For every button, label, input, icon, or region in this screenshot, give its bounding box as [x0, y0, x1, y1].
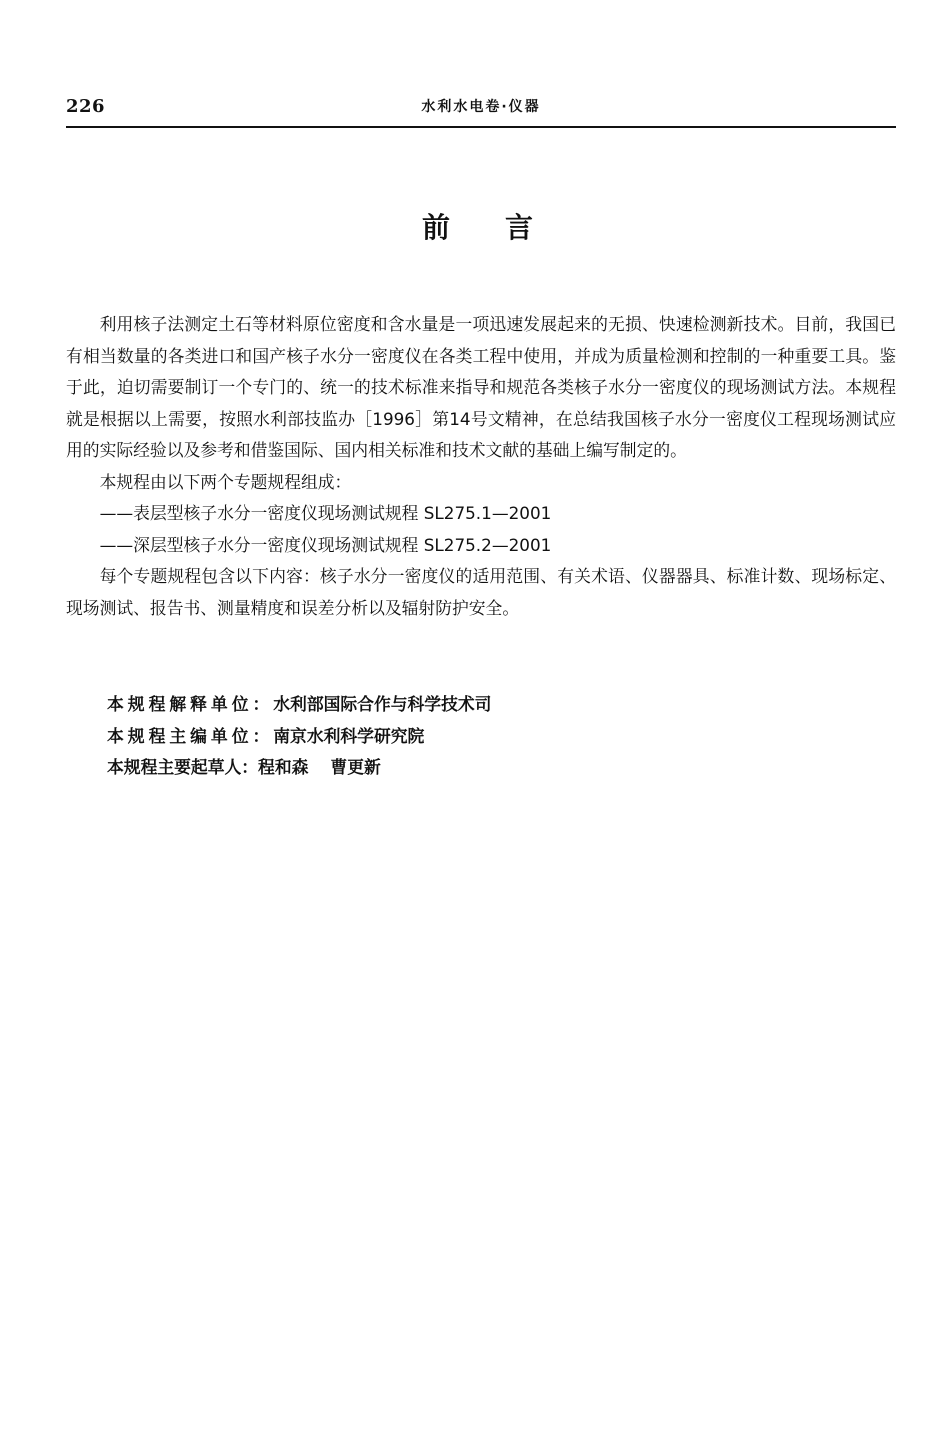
component-list-item: ——表层型核子水分一密度仪现场测试规程 SL275.1—2001 — [99, 503, 552, 523]
editor-unit-row — [107, 721, 887, 753]
interpreting-unit: 水利部国际合作与科学技术司 — [273, 694, 492, 714]
credits-block — [107, 689, 887, 784]
contents-paragraph: 每个专题规程包含以下内容：核子水分一密度仪的适用范围、有关术语、仪器器具、标准计数、现场标定、现场测试、报告书、测量精度和误差分析以及辐射防护安全。 — [66, 566, 896, 618]
section-title: 前言 — [421, 211, 588, 244]
editor-unit: 南京水利科学研究院 — [273, 725, 425, 746]
body-text — [66, 309, 896, 624]
interpreting-unit-label: 本规程解释单位： — [107, 694, 274, 714]
drafters-label: 本规程主要起草人： — [107, 757, 259, 777]
running-title: 水利水电卷·仪器 — [421, 99, 541, 115]
component-list-item: ——深层型核子水分一密度仪现场测试规程 SL275.2—2001 — [99, 534, 552, 555]
drafter-name: 曹更新 — [330, 757, 381, 777]
interpreting-unit-row — [107, 689, 887, 721]
page-number: 226 — [66, 96, 106, 117]
drafter-name: 程和森 — [258, 757, 309, 777]
composition-paragraph: 本规程由以下两个专题规程组成： — [99, 471, 352, 492]
intro-paragraph: 利用核子法测定土石等材料原位密度和含水量是一项迅速发展起来的无损、快速检测新技术。目前，我国已有相当数量的各类进口和国产核子水分一密度仪在各类工程中使用，并成为质量检测和控制的一种重要工具。鉴于此，迫切需要制订一个专门的、统一的技术标准来指导和规范各类核子水分一密度仪的现场测试方法。本规程就是根据以上需要，按照水利部技监办［1996］第14号文精神，在总结我国核子水分一密度仪工程现场测试应用的实际经验以及参考和借鉴国际、国内相关标准和技术文献的基础上编写制定的。 — [66, 314, 896, 460]
editor-unit-label: 本规程主编单位： — [107, 725, 274, 746]
drafters-row — [107, 752, 887, 784]
header-rule — [66, 126, 896, 128]
running-head — [66, 94, 896, 124]
